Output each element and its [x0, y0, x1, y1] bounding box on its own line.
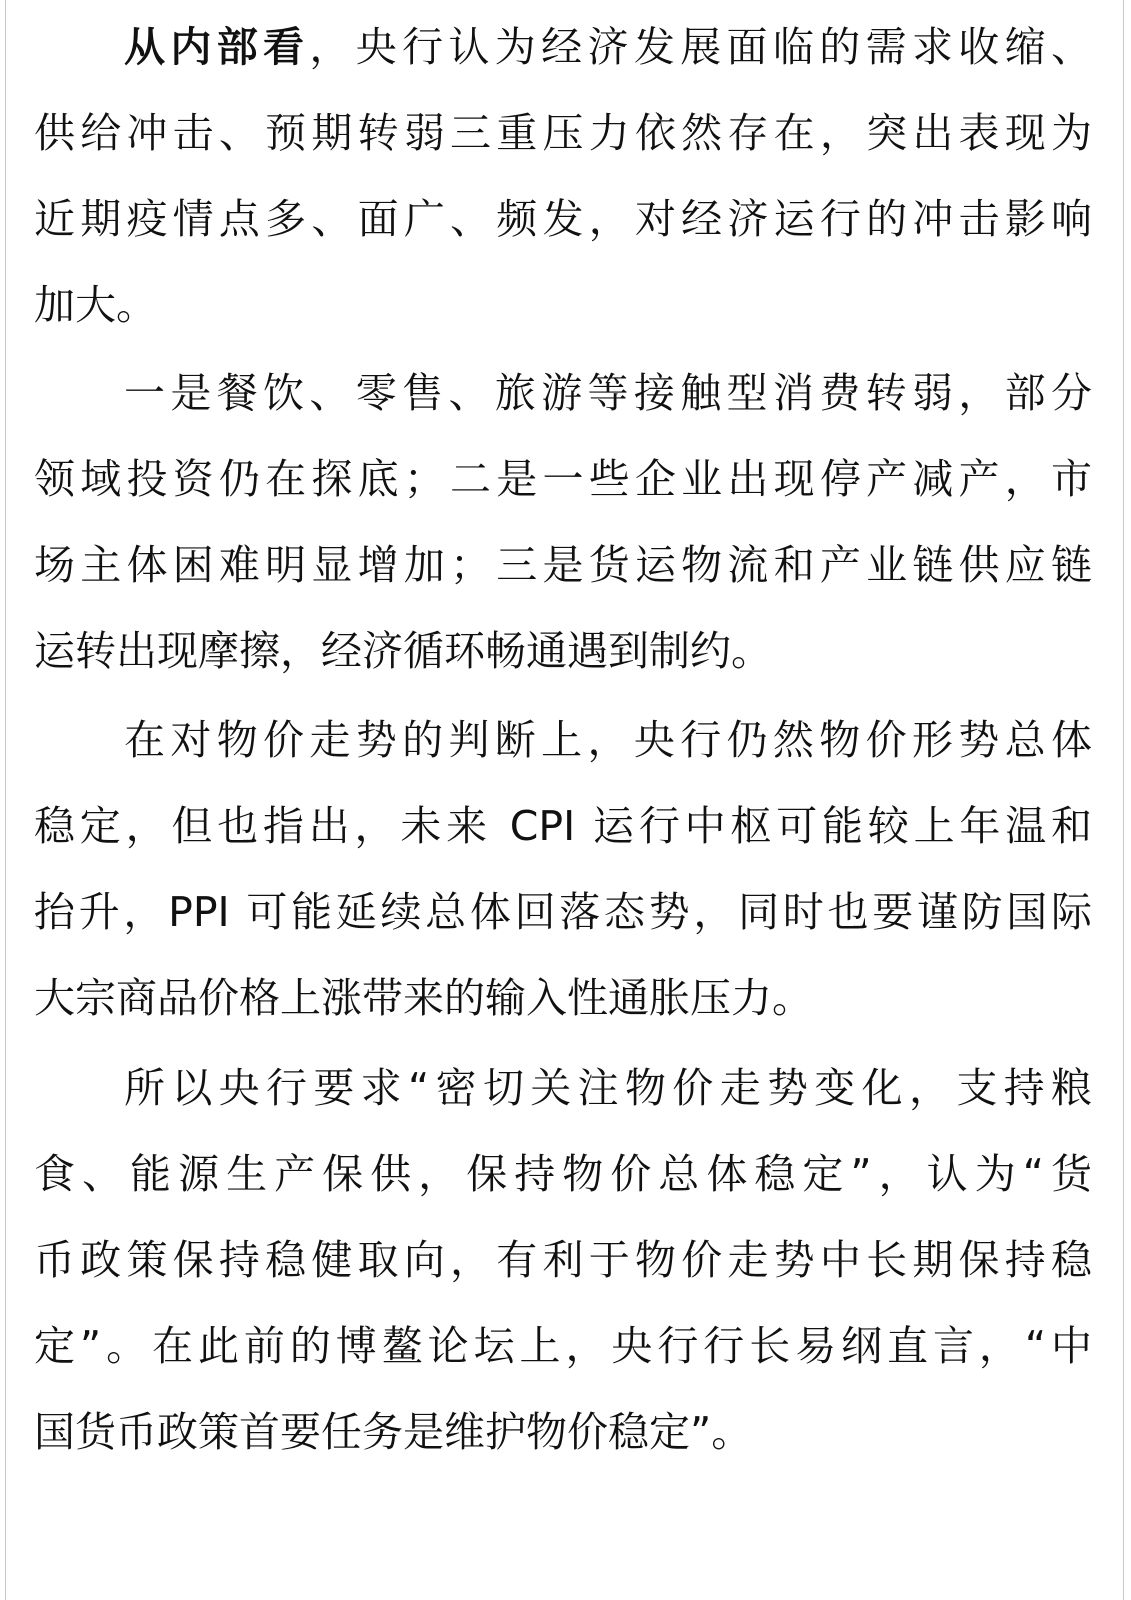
text-line: 领域投资仍在探底；二是一些企业出现停产减产，市	[34, 455, 1092, 503]
text-line: 近期疫情点多、面广、频发，对经济运行的冲击影响	[34, 195, 1092, 243]
paragraph-price-outlook	[34, 697, 1092, 1041]
text-line: 食、能源生产保供，保持物价总体稳定”，认为“货	[34, 1150, 1092, 1198]
text-line: 稳定，但也指出，未来 CPI 运行中枢可能较上年温和	[34, 802, 1092, 850]
text-line: 定”。在此前的博鳌论坛上，央行行长易纲直言，“中	[34, 1322, 1092, 1370]
text-line-rest: ，央行认为经济发展面临的需求收缩、	[309, 23, 1092, 71]
text-line	[34, 4, 1092, 90]
text-line: 场主体困难明显增加；三是货运物流和产业链供应链	[34, 541, 1092, 589]
paragraph-three-points	[34, 350, 1092, 694]
text-line: 在对物价走势的判断上，央行仍然物价形势总体	[124, 716, 1092, 764]
text-line: 所以央行要求“密切关注物价走势变化，支持粮	[124, 1064, 1092, 1112]
document-page	[5, 0, 1124, 1600]
text-line: 一是餐饮、零售、旅游等接触型消费转弱，部分	[124, 369, 1092, 417]
text-line: 供给冲击、预期转弱三重压力依然存在，突出表现为	[34, 109, 1092, 157]
text-line: 抬升，PPI 可能延续总体回落态势，同时也要谨防国际	[34, 888, 1092, 936]
text-line: 大宗商品价格上涨带来的输入性通胀压力。	[34, 974, 813, 1022]
text-line: 运转出现摩擦，经济循环畅通遇到制约。	[34, 627, 772, 675]
text-line: 币政策保持稳健取向，有利于物价走势中长期保持稳	[34, 1236, 1092, 1284]
paragraph-central-bank-requirement	[34, 1045, 1092, 1475]
paragraph-lead-bold: 从内部看	[124, 23, 310, 71]
text-line: 加大。	[34, 281, 157, 329]
paragraph-internal-pressure	[34, 4, 1092, 348]
text-line: 国货币政策首要任务是维护物价稳定”。	[34, 1408, 753, 1456]
